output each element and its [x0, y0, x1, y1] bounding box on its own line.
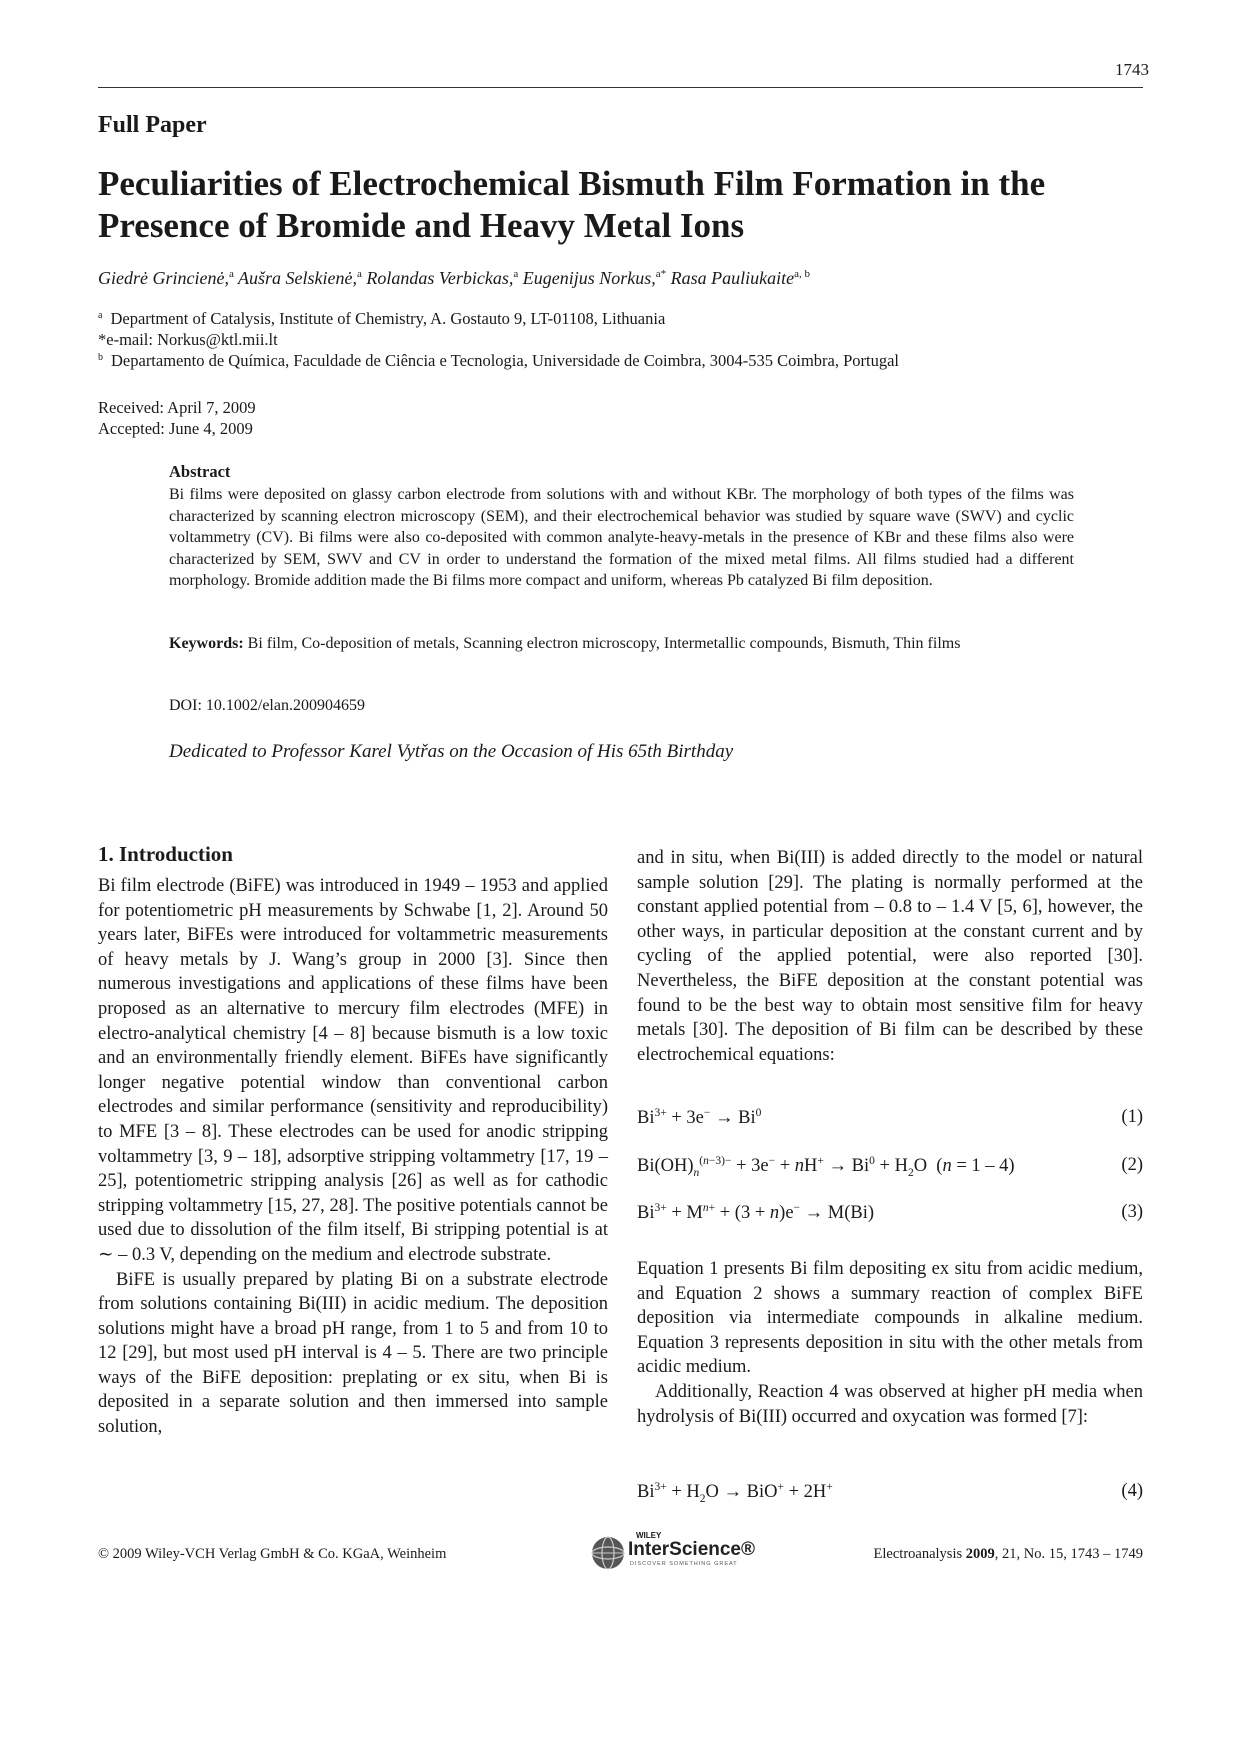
affiliation-b: $^b$ Departamento de Química, Faculdade de Ciência e Tecnologia, Universidade de Coimbra, 3004-535 Coimbra, Portugal — [98, 351, 900, 370]
left-column — [98, 874, 608, 1440]
abstract-text: Bi films were deposited on glassy carbon electrode from solutions with and without KBr. The morphology of both types of the films was characterized by scanning electron microscopy (SEM), and their electrochemical behavior was studied by square wave (SWV) and cyclic voltammetry (CV). Bi films were also co-deposited with common analyte-heavy-metals in the presence of KBr and these films also were characterized by SEM, SWV and CV in order to understand the formation of the mixed metal films. All films studied had a different morphology. Bromide addition made the Bi films more compact and uniform, whereas Pb catalyzed Bi film deposition. — [169, 486, 1074, 589]
publication-dates — [98, 397, 256, 439]
paragraph: BiFE is usually prepared by plating Bi on a substrate electrode from solutions containing Bi(III) in acidic medium. The deposition solutions might have a broad pH range, from 1 to 5 and from 10 to 12 [29], but most used pH interval is 4 – 5. There are two principle ways of the BiFE deposition: preplating or ex situ, when Bi is deposited in a separate solution and then immersed into sample solution, — [98, 1269, 608, 1438]
author-affiliation-mark: a* — [655, 268, 667, 280]
accepted-date: Accepted: June 4, 2009 — [98, 419, 253, 438]
corresponding-email: *e-mail: Norkus@ktl.mii.lt — [98, 330, 278, 349]
equation-body: $Bi^{3+} + 3e^- \to Bi^0$ — [637, 1107, 762, 1129]
received-date: Received: April 7, 2009 — [98, 398, 256, 417]
affiliation-label: b — [98, 351, 103, 363]
equation-3 — [637, 1202, 1143, 1224]
journal-name: Electroanalysis — [873, 1546, 963, 1562]
author-list — [98, 268, 810, 289]
equation-1 — [637, 1107, 1143, 1129]
equation-number: (3) — [1121, 1202, 1143, 1222]
dedication: Dedicated to Professor Karel Vytřas on the Occasion of His 65th Birthday — [169, 741, 734, 762]
page-number: 1743 — [1115, 60, 1149, 79]
author-name: Giedrė Grincienė, — [98, 268, 229, 288]
affiliation-a: $^a$ Department of Catalysis, Institute of Chemistry, A. Gostauto 9, LT-01108, Lithuania — [98, 309, 666, 328]
equation-number: (1) — [1121, 1107, 1143, 1127]
author-name: Aušra Selskienė, — [238, 268, 358, 288]
affiliation-label: a — [98, 309, 103, 321]
interscience-logo — [590, 1531, 760, 1573]
equation-4 — [637, 1481, 1143, 1505]
doi: DOI: 10.1002/elan.200904659 — [169, 697, 365, 714]
author-name: Rolandas Verbickas, — [366, 268, 514, 288]
copyright-notice: © 2009 Wiley-VCH Verlag GmbH & Co. KGaA, Weinheim — [98, 1546, 447, 1562]
logo-tagline: DISCOVER SOMETHING GREAT — [630, 1561, 738, 1567]
logo-name: InterScience® — [628, 1539, 755, 1560]
introduction-heading: 1. Introduction — [98, 842, 233, 866]
right-column-continued — [637, 1257, 1143, 1429]
journal-volume: , 21, No. 15, 1743 – 1749 — [994, 1546, 1143, 1562]
author-name: Rasa Pauliukaite — [670, 268, 795, 288]
paragraph: and in situ, when Bi(III) is added directly to the model or natural sample solution [29]. The plating is normally performed at the constant applied potential from – 0.8 to – 1.4 V [5, 6], however, the other ways, in particular deposition at the constant current and by cycling of the applied potential, were also reported [30]. Nevertheless, the BiFE deposition at the constant potential was found to be the best way to obtain most sensitive film for heavy metals [30]. The deposition of Bi film can be described by these electrochemical equations: — [637, 848, 1143, 1065]
author-name: Eugenijus Norkus, — [522, 268, 656, 288]
keywords-label: Keywords: — [169, 635, 244, 652]
equation-number: (2) — [1121, 1155, 1143, 1175]
author-affiliation-mark: a — [357, 268, 362, 280]
journal-citation — [874, 1546, 1143, 1563]
paragraph: Additionally, Reaction 4 was observed at higher pH media when hydrolysis of Bi(III) occurred and oxycation was formed [7]: — [637, 1381, 1143, 1427]
section-label: Full Paper — [98, 112, 207, 138]
header-rule — [98, 87, 1143, 88]
abstract-heading: Abstract — [169, 462, 231, 481]
keywords — [169, 633, 1074, 655]
equation-body: $Bi^{3+} + M^{n+} + (3 + n)e^- \to M(Bi)$ — [637, 1202, 875, 1224]
logo-wiley-text: WILEY — [636, 1531, 662, 1540]
author-affiliation-mark: a — [228, 268, 234, 280]
paragraph: Equation 1 presents Bi film depositing ex situ from acidic medium, and Equation 2 shows a summary reaction of complex BiFE deposition via intermediate compounds in alkaline medium. Equation 3 represents deposition in situ with the other metals from acidic medium. — [637, 1259, 1143, 1378]
equation-2 — [637, 1155, 1143, 1179]
author-affiliation-mark: a, b — [794, 268, 811, 280]
paper-title: Peculiarities of Electrochemical Bismuth Film Formation in the Presence of Bromide and Heavy Metal Ions — [98, 164, 1046, 245]
equation-number: (4) — [1121, 1481, 1143, 1501]
keywords-text: Bi film, Co-deposition of metals, Scanning electron microscopy, Intermetallic compounds, Bismuth, Thin films — [247, 635, 961, 652]
equation-body: $Bi(OH)_n^{(n-3)-} + 3e^- + nH^+ \to Bi^0 + H_2O$ (n = 1 – 4) — [637, 1155, 1015, 1179]
globe-icon — [590, 1535, 626, 1571]
paragraph: Bi film electrode (BiFE) was introduced in 1949 – 1953 and applied for potentiometric pH measurements by Schwabe [1, 2]. Around 50 years later, BiFEs were introduced for voltammetric measurements of heavy metals by J. Wang’s group in 2000 [3]. Since then numerous investigations and applications of these films have been proposed as an alternative to mercury film electrodes (MFE) in electro-analytical chemistry [4 – 8] because bismuth is a low toxic and an environmentally friendly element. BiFEs have significantly longer negative potential window than conventional carbon electrodes and similar performance (sensitivity and reproducibility) to MFE [3 – 8]. These electrodes can be used for anodic stripping voltammetry [3, 9 – 18], adsorptive stripping voltammetry [17, 19 – 25], potentiometric stripping analysis [26] as well as for cathodic stripping voltammetry [15, 27, 28]. The positive potentials cannot be used due to dissolution of the film itself, Bi stripping potential is at ∼ – 0.3 V, depending on the medium and electrode substrate. — [98, 876, 608, 1265]
author-affiliation-mark: a — [513, 268, 519, 280]
journal-year: 2009 — [965, 1546, 995, 1562]
right-column — [637, 846, 1143, 1067]
equation-body: $Bi^{3+} + H_2O \to BiO^+ + 2H^+$ — [637, 1481, 833, 1505]
